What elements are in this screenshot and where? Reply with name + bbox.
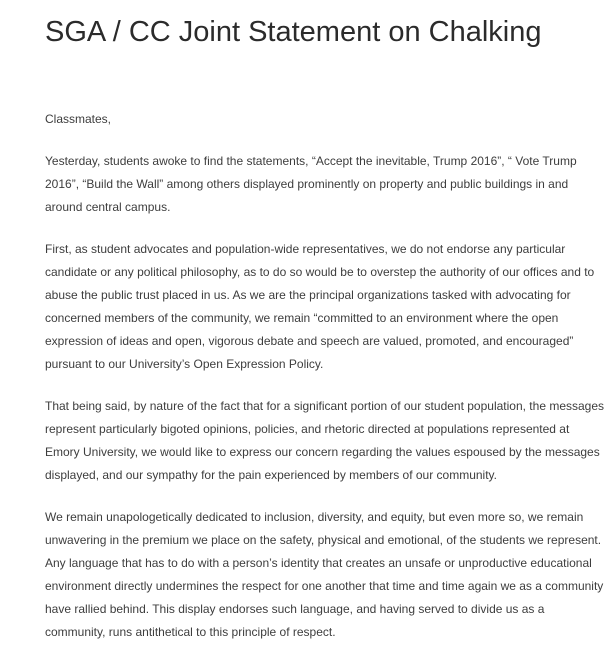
page-title: SGA / CC Joint Statement on Chalking [45,16,542,48]
salutation: Classmates, [45,112,112,126]
paragraph-incident: Yesterday, students awoke to find the statements, “Accept the inevitable, Trump 2016”, “ Vote Trump 2016”, “Build the Wall” among others displayed prominently on property and public buildings in and around central campus. [45,154,577,214]
paragraph-commitment: We remain unapologetically dedicated to inclusion, diversity, and equity, but even more so, we remain unwavering in the premium we place on the safety, physical and emotional, of the students we represent. Any language that has to do with a person’s identity that creates an unsafe or unproductive educational environment directly undermines the respect for one another that time and time again we as a community have rallied behind. This display endorses such language, and having served to divide us as a community, runs antithetical to this principle of respect. [45,510,604,639]
statement-body [45,108,605,663]
paragraph-concern: That being said, by nature of the fact that for a significant portion of our student population, the messages represent particularly bigoted opinions, policies, and rhetoric directed at populations represented at Emory University, we would like to express our concern regarding the values espoused by the messages displayed, and our sympathy for the pain experienced by members of our community. [45,399,605,482]
paragraph-neutrality: First, as student advocates and population-wide representatives, we do not endorse any particular candidate or any political philosophy, as to do so would be to overstep the authority of our offices and to abuse the public trust placed in us. As we are the principal organizations tasked with advocating for concerned members of the community, we remain “committed to an environment where the open expression of ideas and open, vigorous debate and speech are valued, promoted, and encouraged” pursuant to our University’s Open Expression Policy. [45,242,595,371]
